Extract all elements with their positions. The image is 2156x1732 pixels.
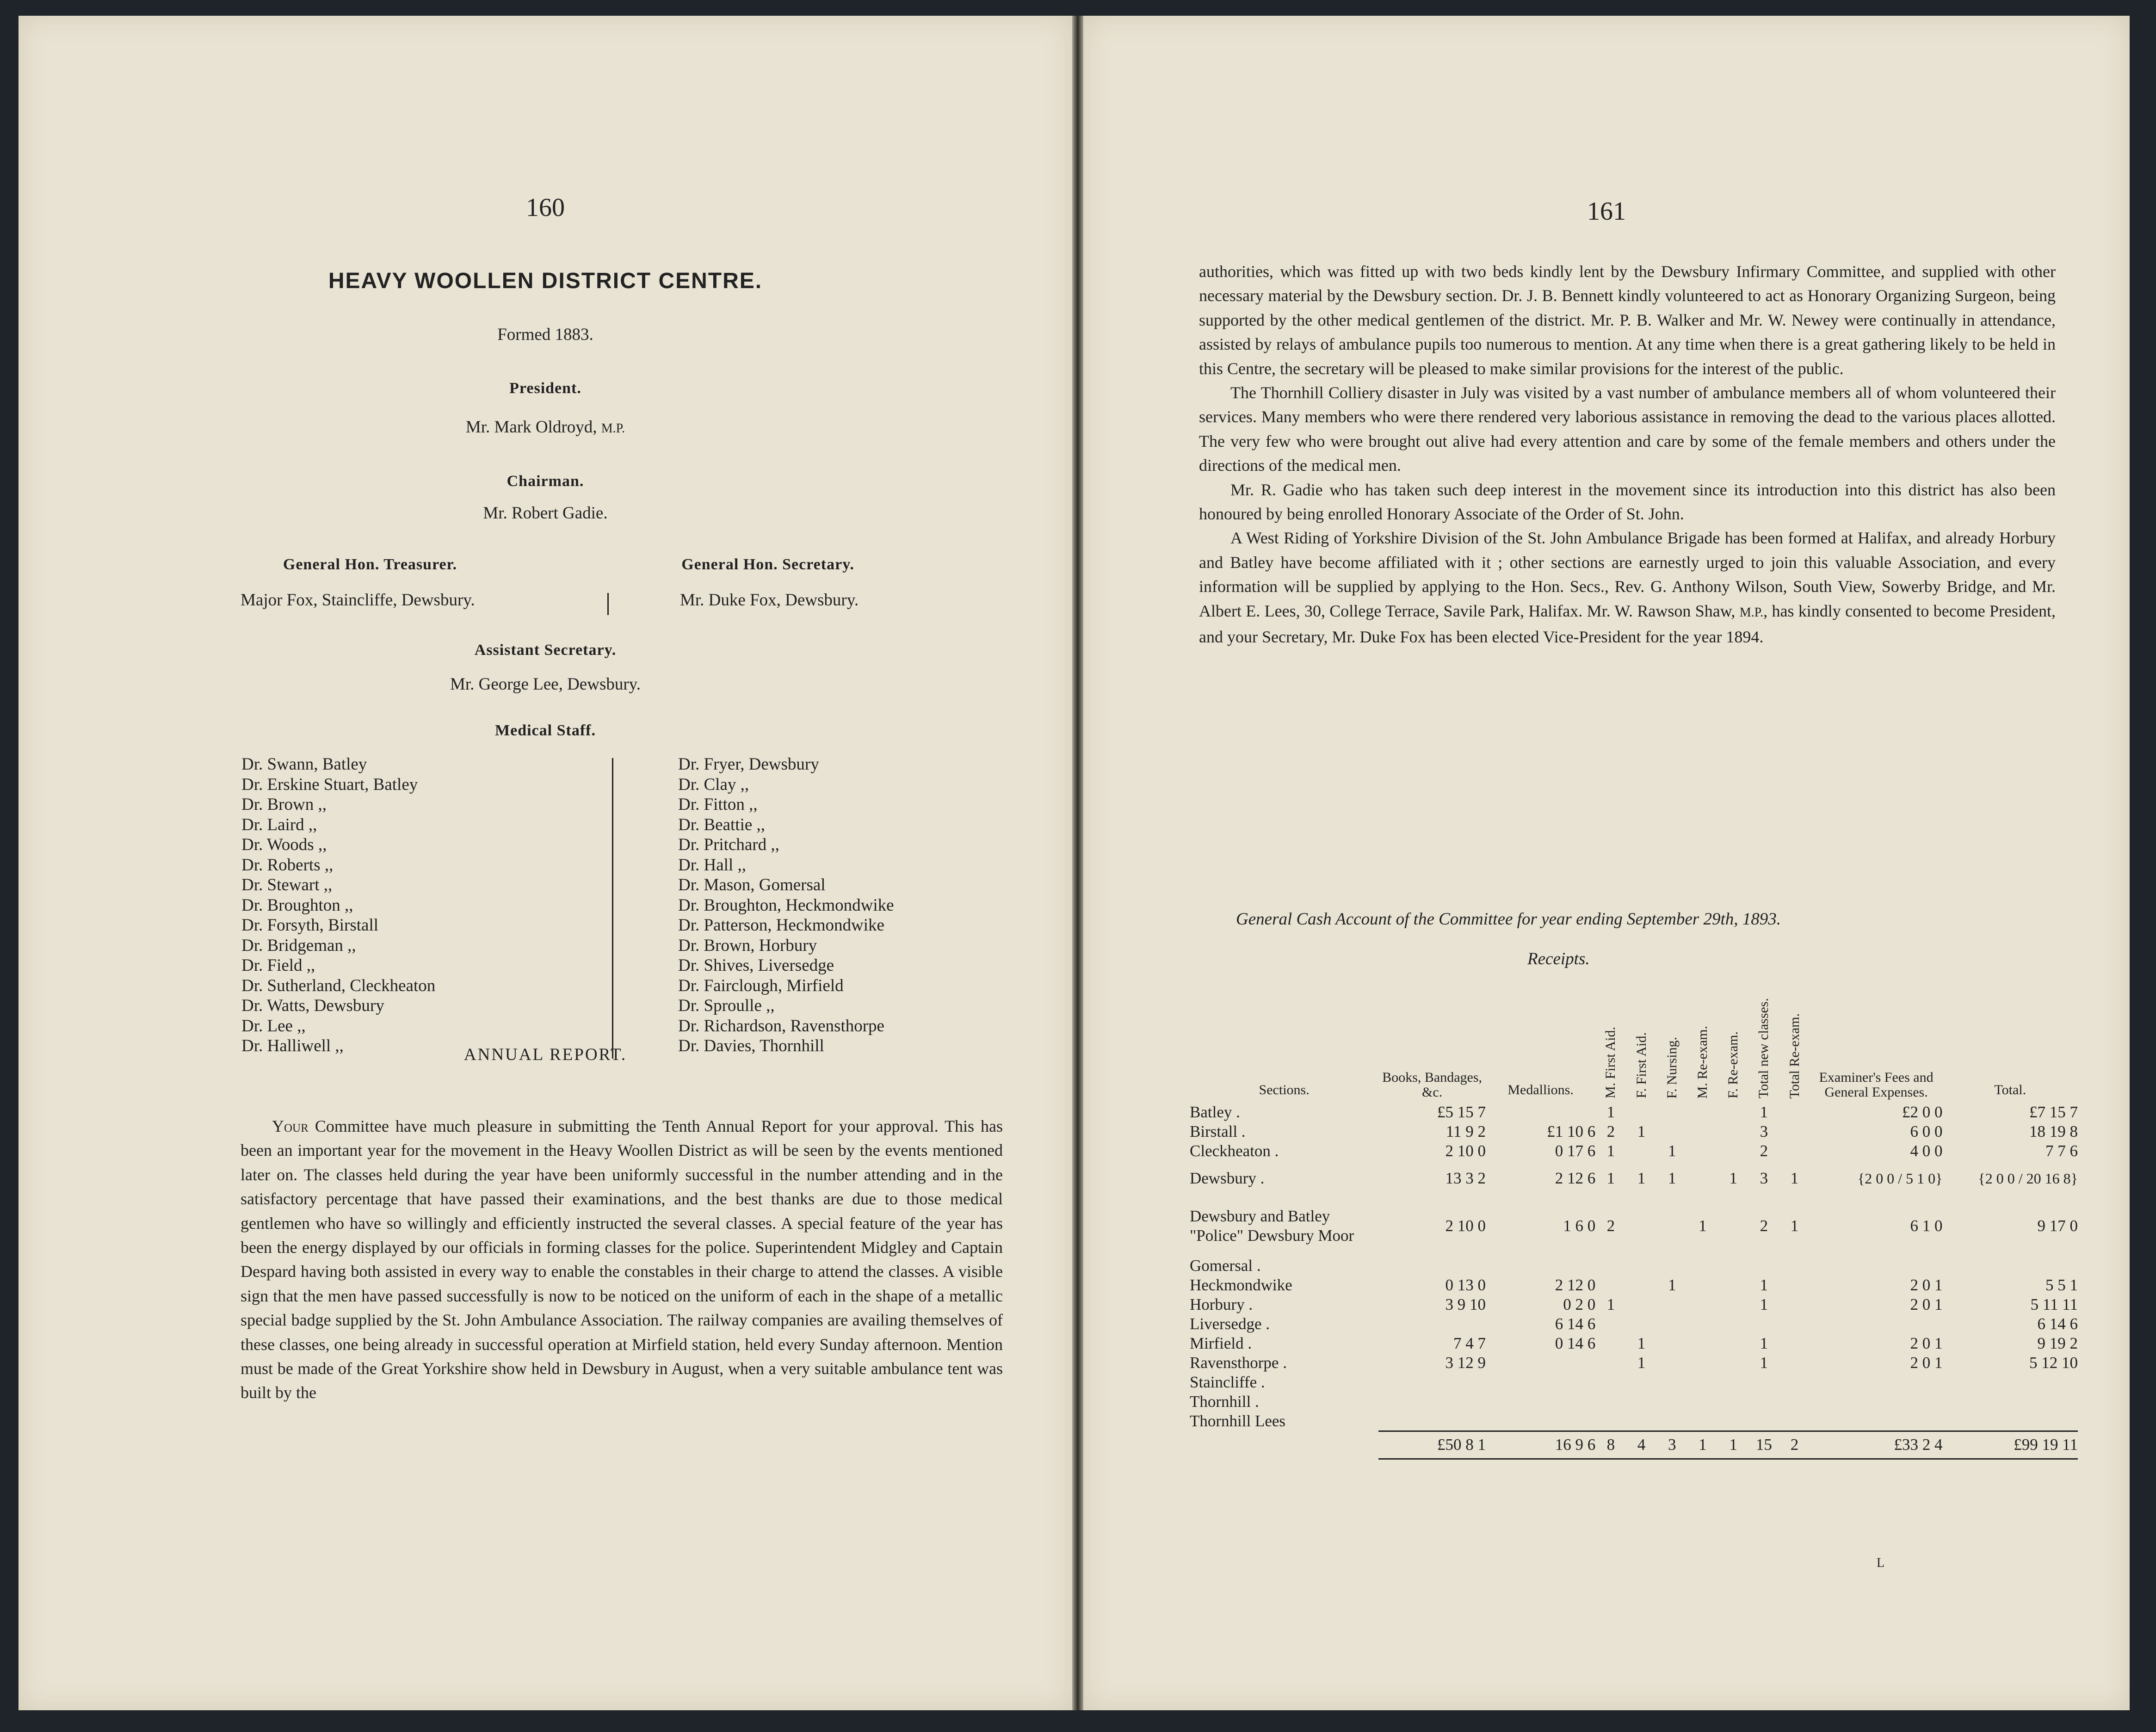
cell-ffa	[1626, 1141, 1656, 1161]
cell-section: Ravensthorpe .	[1190, 1354, 1287, 1372]
cell-tre	[1779, 1392, 1810, 1411]
cell-tnew: 1	[1760, 1103, 1768, 1121]
staff-entry: Dr. Broughton ,,	[241, 895, 353, 915]
cell-mfa	[1595, 1411, 1626, 1431]
page-number: 161	[1587, 197, 1626, 226]
cell-medallions	[1486, 1353, 1595, 1373]
cell-books	[1378, 1256, 1486, 1276]
table-row	[1190, 1373, 2078, 1392]
cell-total: 6 14 6	[2037, 1315, 2078, 1333]
cell-medallions	[1486, 1373, 1595, 1392]
cell-fn	[1657, 1314, 1687, 1334]
staff-entry: Dr. Fryer, Dewsbury	[678, 755, 819, 774]
cell-mre	[1687, 1256, 1718, 1276]
cell-total: 18 19 8	[2029, 1122, 2078, 1140]
header-books: Books, Bandages, &c.	[1382, 1070, 1483, 1100]
cell-total: {2 0 0 / 20 16 8}	[1978, 1170, 2078, 1187]
table-header	[1190, 973, 2078, 1103]
staff-column-left	[241, 754, 612, 1056]
staff-entry: Dr. Lee ,,	[241, 1016, 306, 1036]
staff-entry: Dr. Woods ,,	[241, 835, 327, 854]
cell-total: 9 19 2	[2037, 1334, 2078, 1352]
cell-mre	[1687, 1373, 1718, 1392]
cell-section: Staincliffe .	[1190, 1373, 1265, 1391]
annual-report-text: Your Committee have much pleasure in submitting the Tenth Annual Report for your approval. This has been an important year for the movement in the Heavy Woollen District as will be seen by the events mentioned later on. The classes held during the year have been uniformly successful in the number attending and in the satisfactory percentage that have passed their examinations, and the best thanks are due to those medical gentlemen who have so willingly and efficiently instructed the several classes. A special feature of the year has been the energy displayed by our officials in forming classes for the police. Superintendent Midgley and Captain Despard having both assisted in every way to enable the constables in their charge to attend the classes. A visible sign that the men have passed successfully is now to be noticed on the uniform of each in the shape of a metallic special badge supplied by the St. John Ambulance Association. The railway companies are availing themselves of these classes, one being already in successful operation at Mirfield station, held every Sunday afternoon. Mention must be made of the Great Yorkshire show held in Dewsbury in August, when a very suitable ambulance tent was built by the	[241, 1117, 1003, 1402]
page-number: 160	[526, 193, 565, 222]
cell-tre	[1779, 1314, 1810, 1334]
cell-books: 2 10 0	[1445, 1217, 1486, 1235]
cell-section: Heckmondwike	[1190, 1276, 1292, 1294]
cell-exam: {2 0 0 / 5 1 0}	[1857, 1170, 1943, 1187]
formed-line: Formed 1883.	[497, 325, 593, 344]
cell-mre	[1687, 1295, 1718, 1314]
cell-fre	[1718, 1392, 1748, 1411]
assistant-name: Mr. George Lee, Dewsbury.	[450, 675, 641, 694]
cell-books: 7 4 7	[1453, 1334, 1486, 1352]
cell-ffa	[1626, 1373, 1656, 1392]
cell-tnew: 2	[1760, 1142, 1768, 1160]
staff-entry: Dr. Halliwell ,,	[241, 1036, 344, 1055]
cell-fn	[1657, 1411, 1687, 1431]
staff-divider	[612, 758, 613, 1059]
cell-medallions	[1486, 1392, 1595, 1411]
cell-fre	[1718, 1295, 1748, 1314]
table-row	[1190, 1103, 2078, 1122]
cell-medallions: 0 2 0	[1563, 1295, 1596, 1313]
cell-tnew	[1748, 1373, 1779, 1392]
cell-section: Mirfield .	[1190, 1334, 1252, 1352]
cell-mfa: 2	[1606, 1122, 1615, 1140]
secretary-name: Mr. Duke Fox, Dewsbury.	[680, 591, 859, 610]
cell-tnew: 3	[1760, 1122, 1768, 1140]
cell-fn	[1657, 1334, 1687, 1353]
staff-entry: Dr. Fitton ,,	[678, 795, 758, 814]
staff-column-right	[678, 754, 1048, 1056]
total-tnew: 15	[1748, 1431, 1779, 1459]
cell-fn	[1657, 1295, 1687, 1314]
cell-books: 2 10 0	[1445, 1142, 1486, 1160]
cell-ffa	[1626, 1276, 1656, 1295]
cell-tnew: 1	[1760, 1334, 1768, 1352]
cell-total: 5 11 11	[2030, 1295, 2078, 1313]
cell-section: Birstall .	[1190, 1122, 1246, 1140]
header-f-nursing: F. Nursing.	[1664, 1036, 1680, 1098]
staff-entry: Dr. Hall ,,	[678, 855, 746, 875]
cell-tre	[1779, 1141, 1810, 1161]
cell-mfa	[1595, 1276, 1626, 1295]
cell-fn	[1657, 1196, 1687, 1256]
cell-fn	[1657, 1256, 1687, 1276]
totals-row	[1190, 1431, 2078, 1459]
cell-mre	[1687, 1353, 1718, 1373]
cell-mre	[1687, 1276, 1718, 1295]
cell-mre	[1687, 1314, 1718, 1334]
cell-section: Liversedge .	[1190, 1315, 1270, 1333]
cell-exam	[1810, 1373, 1943, 1392]
table-row	[1190, 1353, 2078, 1373]
table-row	[1190, 1314, 2078, 1334]
medical-heading: Medical Staff.	[495, 722, 596, 739]
cell-exam: 4 0 0	[1910, 1142, 1943, 1160]
cell-total: 5 12 10	[2029, 1354, 2078, 1372]
total-tre: 2	[1779, 1431, 1810, 1459]
staff-entry: Dr. Pritchard ,,	[678, 835, 779, 854]
cell-section: Dewsbury and Batley "Police" Dewsbury Moor	[1190, 1207, 1354, 1245]
cell-ffa: 1	[1637, 1169, 1646, 1187]
cell-medallions: 0 17 6	[1555, 1142, 1596, 1160]
cell-section: Gomersal .	[1190, 1257, 1261, 1275]
cell-tnew: 2	[1760, 1217, 1768, 1235]
cell-medallions: £1 10 6	[1547, 1122, 1596, 1140]
cell-mfa: 2	[1606, 1217, 1615, 1235]
staff-entry: Dr. Davies, Thornhill	[678, 1036, 824, 1055]
cell-fre	[1718, 1103, 1748, 1122]
header-total-new: Total new classes.	[1756, 998, 1772, 1098]
secretary-heading: General Hon. Secretary.	[681, 556, 854, 573]
cell-exam: 2 0 1	[1910, 1276, 1943, 1294]
table-row	[1190, 1295, 2078, 1314]
cell-tre	[1779, 1122, 1810, 1141]
cell-books	[1378, 1373, 1486, 1392]
cell-section: Dewsbury .	[1190, 1169, 1265, 1187]
table-row	[1190, 1276, 2078, 1295]
cell-total: 9 17 0	[2037, 1217, 2078, 1235]
cell-ffa: 1	[1637, 1122, 1646, 1140]
officer-divider	[607, 593, 609, 615]
staff-entry: Dr. Forsyth, Birstall	[241, 916, 379, 935]
cell-ffa	[1626, 1392, 1656, 1411]
treasurer-name: Major Fox, Staincliffe, Dewsbury.	[241, 591, 475, 610]
cell-ffa: 1	[1637, 1334, 1646, 1352]
table-row	[1190, 1392, 2078, 1411]
cell-tre	[1779, 1276, 1810, 1295]
staff-entry: Dr. Sproulle ,,	[678, 996, 775, 1015]
header-m-first-aid: M. First Aid.	[1603, 1026, 1619, 1098]
cell-fre	[1718, 1353, 1748, 1373]
report-continuation: authorities, which was fitted up with two beds kindly lent by the Dewsbury Infirmary Committee, and supplied with other necessary material by the Dewsbury section. Dr. J. B. Bennett kindly volunteered to act as Honorary Organizing Surgeon, being supported by the other medical gentlemen of the district. Mr. P. B. Walker and Mr. W. Newey were continually in attendance, assisted by relays of ambulance pupils too numerous to mention. At any time when there is a great gathering likely to be held in this Centre, the secretary will be pleased to make similar provisions for the interest of the public. The Thornhill Colliery disaster in July was visited by a vast number of ambulance members all of whom volunteered their services. Many members who were there rendered very laborious assistance in removing the dead to the various places allotted. The very few who were brought out alive had every attention and care by some of the female members and others under the directions of the medical men. Mr. R. Gadie who has taken such deep interest in the movement since its introduction into this district has also been honoured by being enrolled Honorary Associate of the Order of St. John. A West Riding of Yorkshire Division of the St. John Ambulance Brigade has been formed at Halifax, and already Horbury and Batley have become affiliated with it ; other sections are earnestly urged to join this valuable Association, and every information will be supplied by applying to the Hon. Secs., Rev. G. Anthony Wilson, South View, Sowerby Bridge, and Mr. Albert E. Lees, 30, College Terrace, Savile Park, Halifax. Mr. W. Rawson Shaw, M.P., has kindly consented to become President, and your Secretary, Mr. Duke Fox has been elected Vice-President for the year 1894.	[1199, 262, 2056, 647]
cell-mre	[1687, 1103, 1718, 1122]
cell-exam: 6 1 0	[1910, 1217, 1943, 1235]
cell-exam: 2 0 1	[1910, 1354, 1943, 1372]
cell-fn: 1	[1668, 1169, 1676, 1187]
signature-mark: L	[1877, 1556, 1885, 1570]
cell-fre	[1718, 1411, 1748, 1431]
staff-entry: Dr. Bridgeman ,,	[241, 936, 356, 955]
cell-total	[1943, 1411, 2078, 1431]
cell-ffa	[1626, 1256, 1656, 1276]
cell-total	[1943, 1256, 2078, 1276]
staff-entry: Dr. Brown ,,	[241, 795, 327, 814]
assistant-heading: Assistant Secretary.	[474, 641, 617, 659]
header-f-reexam: F. Re-exam.	[1725, 1031, 1741, 1098]
cell-mfa	[1595, 1256, 1626, 1276]
header-total: Total.	[1994, 1082, 2026, 1097]
cell-books	[1378, 1314, 1486, 1334]
cell-mfa	[1595, 1334, 1626, 1353]
cell-fre	[1718, 1141, 1748, 1161]
cell-fn	[1657, 1392, 1687, 1411]
cell-mre: 1	[1699, 1217, 1707, 1235]
cell-ffa	[1626, 1411, 1656, 1431]
account-title: General Cash Account of the Committee for year ending September 29th, 1893.	[1236, 910, 1781, 929]
cell-tre	[1779, 1373, 1810, 1392]
cell-exam	[1810, 1314, 1943, 1334]
cell-mfa: 1	[1606, 1142, 1615, 1160]
cell-total	[1943, 1392, 2078, 1411]
table-row	[1190, 1122, 2078, 1141]
receipts-label: Receipts.	[1527, 949, 1590, 968]
cell-fre	[1718, 1276, 1748, 1295]
cell-books: 3 12 9	[1445, 1354, 1486, 1372]
cell-exam	[1810, 1411, 1943, 1431]
total-grand: £99 19 11	[1943, 1431, 2078, 1459]
cell-tre	[1779, 1295, 1810, 1314]
staff-entry: Dr. Clay ,,	[678, 775, 749, 794]
cell-medallions: 2 12 0	[1555, 1276, 1596, 1294]
total-fre: 1	[1718, 1431, 1748, 1459]
staff-entry: Dr. Brown, Horbury	[678, 936, 817, 955]
cell-fre	[1718, 1314, 1748, 1334]
cell-tre: 1	[1790, 1169, 1799, 1187]
cell-tnew: 1	[1760, 1276, 1768, 1294]
cell-mfa	[1595, 1373, 1626, 1392]
cell-tre	[1779, 1334, 1810, 1353]
cell-tre	[1779, 1103, 1810, 1122]
cell-tnew	[1748, 1256, 1779, 1276]
cell-tre	[1779, 1353, 1810, 1373]
staff-entry: Dr. Roberts ,,	[241, 855, 334, 875]
total-books: £50 8 1	[1378, 1431, 1486, 1459]
staff-entry: Dr. Richardson, Ravensthorpe	[678, 1016, 884, 1036]
cell-medallions: 6 14 6	[1555, 1315, 1596, 1333]
annual-report-heading: ANNUAL REPORT.	[463, 1045, 627, 1064]
staff-entry: Dr. Erskine Stuart, Batley	[241, 775, 418, 794]
centre-title: HEAVY WOOLLEN DISTRICT CENTRE.	[328, 269, 763, 293]
cell-fre	[1718, 1122, 1748, 1141]
cell-fn	[1657, 1353, 1687, 1373]
cell-tnew	[1748, 1411, 1779, 1431]
cell-fre	[1718, 1373, 1748, 1392]
total-exam: £33 2 4	[1810, 1431, 1943, 1459]
staff-entry: Dr. Watts, Dewsbury	[241, 996, 384, 1015]
cash-account-table	[1190, 973, 2078, 1460]
cell-section: Thornhill .	[1190, 1393, 1259, 1411]
cell-tnew: 3	[1760, 1169, 1768, 1187]
left-page	[19, 16, 1072, 1710]
cell-fre	[1718, 1334, 1748, 1353]
cell-medallions: 1 6 0	[1563, 1217, 1596, 1235]
cell-mre	[1687, 1141, 1718, 1161]
cell-section: Thornhill Lees	[1190, 1412, 1286, 1430]
cell-ffa	[1626, 1196, 1656, 1256]
header-total-reexam: Total Re-exam.	[1786, 1013, 1802, 1098]
total-ffa: 4	[1626, 1431, 1656, 1459]
cell-fn	[1657, 1373, 1687, 1392]
header-f-first-aid: F. First Aid.	[1633, 1032, 1649, 1098]
staff-entry: Dr. Laird ,,	[241, 815, 317, 834]
staff-entry: Dr. Fairclough, Mirfield	[678, 976, 844, 995]
cell-total	[1943, 1373, 2078, 1392]
cell-fre	[1718, 1196, 1748, 1256]
cell-medallions: 0 14 6	[1555, 1334, 1596, 1352]
cell-tre: 1	[1790, 1217, 1799, 1235]
cell-fre	[1718, 1256, 1748, 1276]
cell-exam: 2 0 1	[1910, 1334, 1943, 1352]
cell-books: 3 9 10	[1445, 1295, 1486, 1313]
right-page	[1083, 16, 2130, 1710]
cell-books	[1378, 1392, 1486, 1411]
header-medallions: Medallions.	[1507, 1082, 1574, 1097]
cell-fn: 1	[1668, 1276, 1676, 1294]
president-heading: President.	[509, 380, 581, 397]
cell-medallions	[1486, 1411, 1595, 1431]
cell-mfa: 1	[1606, 1169, 1615, 1187]
cell-mfa	[1595, 1314, 1626, 1334]
cell-mre	[1687, 1161, 1718, 1196]
treasurer-heading: General Hon. Treasurer.	[283, 556, 457, 573]
cell-books	[1378, 1411, 1486, 1431]
cell-fn	[1657, 1103, 1687, 1122]
cell-exam	[1810, 1256, 1943, 1276]
staff-entry: Dr. Stewart ,,	[241, 875, 333, 894]
header-examiners: Examiner's Fees and General Expenses.	[1819, 1070, 1934, 1100]
cell-total: £7 15 7	[2029, 1103, 2078, 1121]
chairman-name: Mr. Robert Gadie.	[483, 504, 608, 523]
header-m-reexam: M. Re-exam.	[1694, 1025, 1710, 1098]
cell-ffa	[1626, 1295, 1656, 1314]
cell-mfa: 1	[1606, 1295, 1615, 1313]
staff-entry: Dr. Broughton, Heckmondwike	[678, 895, 894, 915]
cell-fn: 1	[1668, 1142, 1676, 1160]
staff-entry: Dr. Mason, Gomersal	[678, 875, 826, 894]
cell-mre	[1687, 1411, 1718, 1431]
table-row	[1190, 1161, 2078, 1196]
cell-tnew	[1748, 1392, 1779, 1411]
cell-books: 0 13 0	[1445, 1276, 1486, 1294]
staff-entry: Dr. Shives, Liversedge	[678, 956, 834, 975]
table-row	[1190, 1196, 2078, 1256]
header-sections: Sections.	[1259, 1082, 1310, 1097]
cell-books: £5 15 7	[1437, 1103, 1486, 1121]
cell-mfa	[1595, 1353, 1626, 1373]
staff-entry: Dr. Beattie ,,	[678, 815, 766, 834]
cell-medallions	[1486, 1256, 1595, 1276]
cell-tnew	[1748, 1314, 1779, 1334]
cell-section: Cleckheaton .	[1190, 1142, 1279, 1160]
cell-ffa	[1626, 1103, 1656, 1122]
cell-tnew: 1	[1760, 1295, 1768, 1313]
cell-fre: 1	[1729, 1169, 1737, 1187]
cell-total: 7 7 6	[2045, 1142, 2078, 1160]
table-row	[1190, 1411, 2078, 1431]
cell-exam	[1810, 1392, 1943, 1411]
staff-entry: Dr. Swann, Batley	[241, 755, 367, 774]
total-mfa: 8	[1595, 1431, 1626, 1459]
table-row	[1190, 1141, 2078, 1161]
cell-section: Batley .	[1190, 1103, 1240, 1121]
cell-exam: 6 0 0	[1910, 1122, 1943, 1140]
cell-mfa	[1595, 1392, 1626, 1411]
cell-books: 13 3 2	[1445, 1169, 1486, 1187]
staff-entry: Dr. Patterson, Heckmondwike	[678, 916, 884, 935]
cell-ffa: 1	[1637, 1354, 1646, 1372]
staff-entry: Dr. Sutherland, Cleckheaton	[241, 976, 436, 995]
cell-mre	[1687, 1122, 1718, 1141]
cell-mre	[1687, 1392, 1718, 1411]
cell-mfa: 1	[1606, 1103, 1615, 1121]
chairman-heading: Chairman.	[507, 473, 584, 490]
cell-tre	[1779, 1411, 1810, 1431]
table-row	[1190, 1256, 2078, 1276]
cell-exam: £2 0 0	[1902, 1103, 1943, 1121]
cell-section: Horbury .	[1190, 1295, 1253, 1313]
cell-fn	[1657, 1122, 1687, 1141]
cell-ffa	[1626, 1314, 1656, 1334]
cell-mre	[1687, 1334, 1718, 1353]
cell-books: 11 9 2	[1446, 1122, 1486, 1140]
cell-medallions	[1486, 1103, 1595, 1122]
cell-total: 5 5 1	[2045, 1276, 2078, 1294]
cell-exam: 2 0 1	[1910, 1295, 1943, 1313]
cell-tnew: 1	[1760, 1354, 1768, 1372]
total-medallions: 16 9 6	[1486, 1431, 1595, 1459]
cell-tre	[1779, 1256, 1810, 1276]
total-fn: 3	[1657, 1431, 1687, 1459]
cell-medallions: 2 12 6	[1555, 1169, 1596, 1187]
table-row	[1190, 1334, 2078, 1353]
book-gutter	[1072, 16, 1083, 1710]
staff-entry: Dr. Field ,,	[241, 956, 315, 975]
total-mre: 1	[1687, 1431, 1718, 1459]
president-name: Mr. Mark Oldroyd, M.P.	[465, 418, 625, 437]
